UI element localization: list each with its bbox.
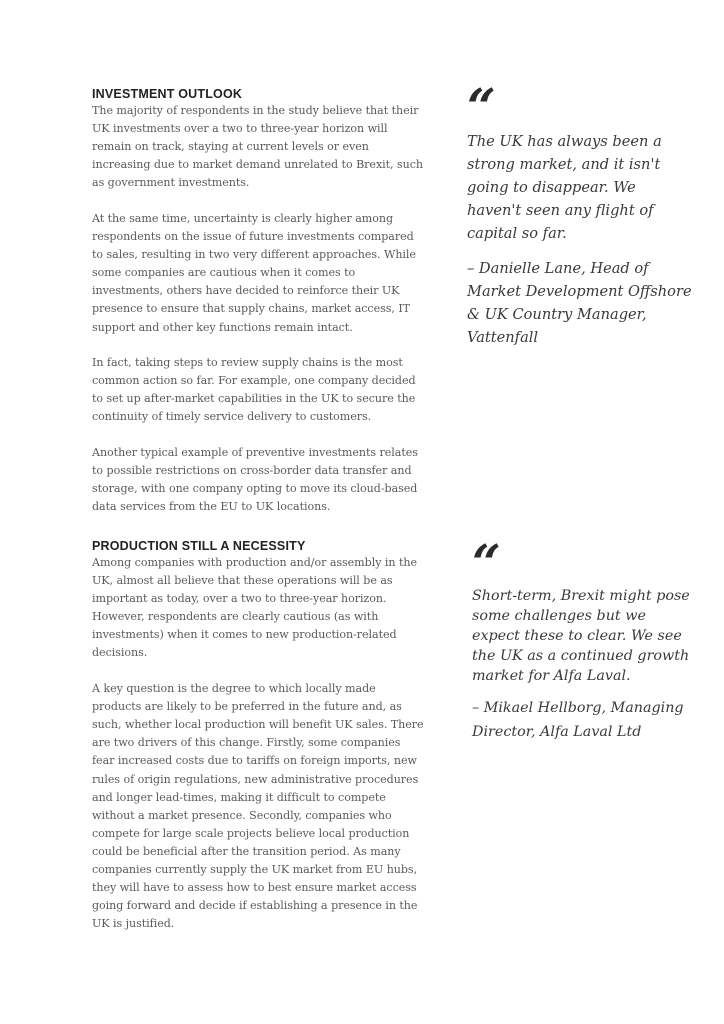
section-heading: PRODUCTION STILL A NECESSITY	[92, 539, 306, 553]
quote-attribution: – Mikael Hellborg, Managing Director, Alfa Laval Ltd	[472, 700, 684, 740]
paragraph: The majority of respondents in the study believe that their UK investments over a two to three-year horizon will remain on track, staying at current levels or even increasing due to market demand unrelated to Brexit, such as government investments.	[92, 104, 424, 190]
pull-quote-vattenfall	[467, 77, 697, 349]
quote-mark-icon: “	[472, 533, 497, 592]
pull-quote-alfa-laval	[472, 533, 702, 744]
quote-mark-icon: “	[467, 77, 492, 136]
quote-attribution: – Danielle Lane, Head of Market Development Offshore & UK Country Manager, Vattenfall	[467, 260, 692, 346]
paragraph: In fact, taking steps to review supply chains is the most common action so far. For example, one company decided to set up after-market capabilities in the UK to secure the continuity of timely service delivery to customers.	[92, 356, 416, 424]
paragraph: Another typical example of preventive investments relates to possible restrictions on cross-border data transfer and storage, with one company opting to move its cloud-based data services from the EU to UK locations.	[92, 446, 418, 514]
paragraph: At the same time, uncertainty is clearly higher among respondents on the issue of future investments compared to sales, resulting in two very different approaches. While some companies are cautious when it comes to investments, others have decided to reinforce their UK presence to ensure that supply chains, market access, IT support and other key functions remain intact.	[92, 211, 416, 334]
paragraph: Among companies with production and/or assembly in the UK, almost all believe that these operations will be as important as today, over a two to three-year horizon. However, respondents are clearly cautious (as with investments) when it comes to new production-related decisions.	[92, 556, 417, 660]
section-investment-outlook	[92, 86, 426, 534]
quote-text: Short-term, Brexit might pose some challenges but we expect these to clear. We see the UK as a continued growth market for Alfa Laval.	[472, 588, 690, 684]
section-production-still-a-necessity	[92, 538, 426, 951]
paragraph: A key question is the degree to which locally made products are likely to be preferred in the future and, as such, whether local production will benefit UK sales. There are two drivers of this change. Firstly, some companies fear increased costs due to tariffs on foreign imports, new rules of origin regulations, new administrative procedures and longer lead-times, making it difficult to compete without a market presence. Secondly, companies who compete for large scale projects believe local production could be beneficial after the transition period. As many companies currently supply the UK market from EU hubs, they will have to assess how to best ensure market access going forward and decide if establishing a presence in the UK is justified.	[92, 682, 424, 931]
quote-text: The UK has always been a strong market, and it isn't going to disappear. We haven't seen any flight of capital so far.	[467, 133, 662, 242]
section-heading: INVESTMENT OUTLOOK	[92, 87, 243, 101]
